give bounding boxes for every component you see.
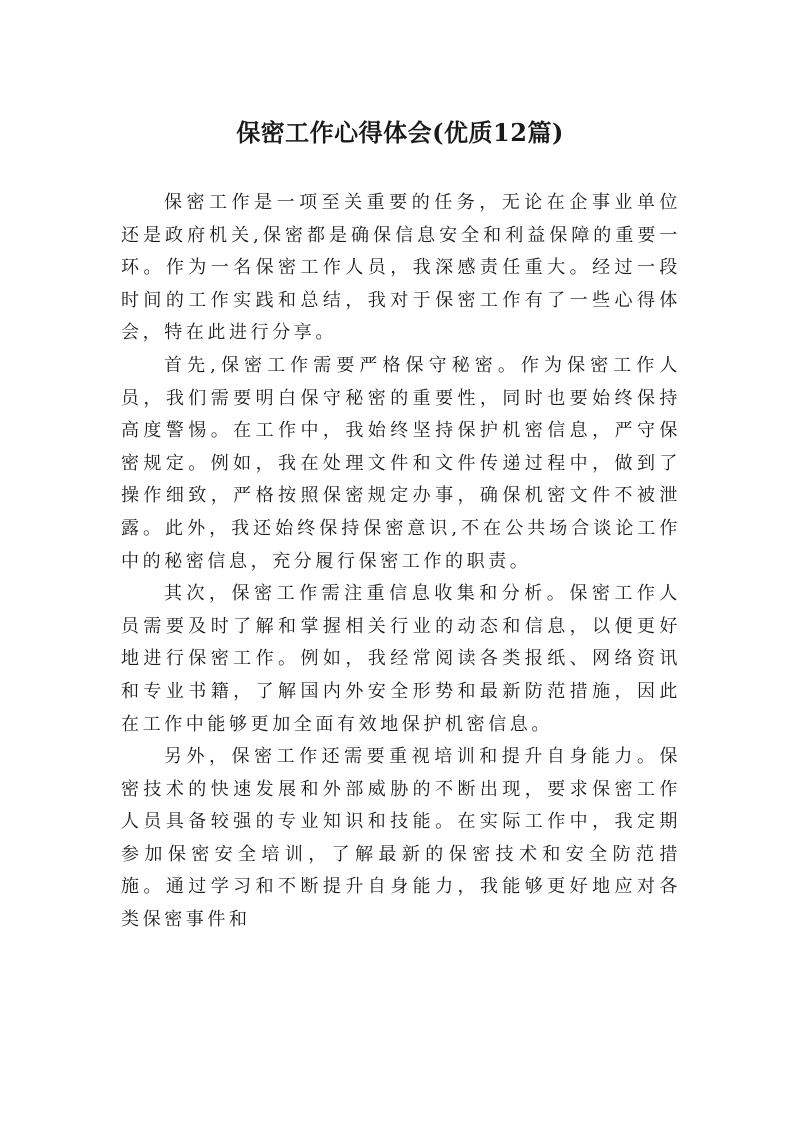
document-body xyxy=(121,187,681,937)
paragraph-4: 另外，保密工作还需要重视培训和提升自身能力。保密技术的快速发展和外部威胁的不断出现，要求保密工作人员具备较强的专业知识和技能。在实际工作中，我定期参加保密安全培训，了解最新的保密技术和安全防范措施。通过学习和不断提升自身能力，我能够更好地应对各类保密事件和 xyxy=(121,746,681,931)
paragraph-3: 其次，保密工作需注重信息收集和分析。保密工作人员需要及时了解和掌握相关行业的动态和信息，以便更好地进行保密工作。例如，我经常阅读各类报纸、网络资讯和专业书籍，了解国内外安全形势和最新防范措施，因此在工作中能够更加全面有效地保护机密信息。 xyxy=(121,583,681,735)
document-title: 保密工作心得体会(优质12篇) xyxy=(236,118,564,148)
paragraph-2: 首先,保密工作需要严格保守秘密。作为保密工作人员，我们需要明白保守秘密的重要性，同时也要始终保持高度警惕。在工作中，我始终坚持保护机密信息，严守保密规定。例如，我在处理文件和文件传递过程中，做到了操作细致，严格按照保密规定办事，确保机密文件不被泄露。此外，我还始终保持保密意识,不在公共场合谈论工作中的秘密信息，充分履行保密工作的职责。 xyxy=(121,354,681,572)
paragraph-1: 保密工作是一项至关重要的任务，无论在企事业单位还是政府机关,保密都是确保信息安全和利益保障的重要一环。作为一名保密工作人员，我深感责任重大。经过一段时间的工作实践和总结，我对于保密工作有了一些心得体会，特在此进行分享。 xyxy=(121,192,681,344)
